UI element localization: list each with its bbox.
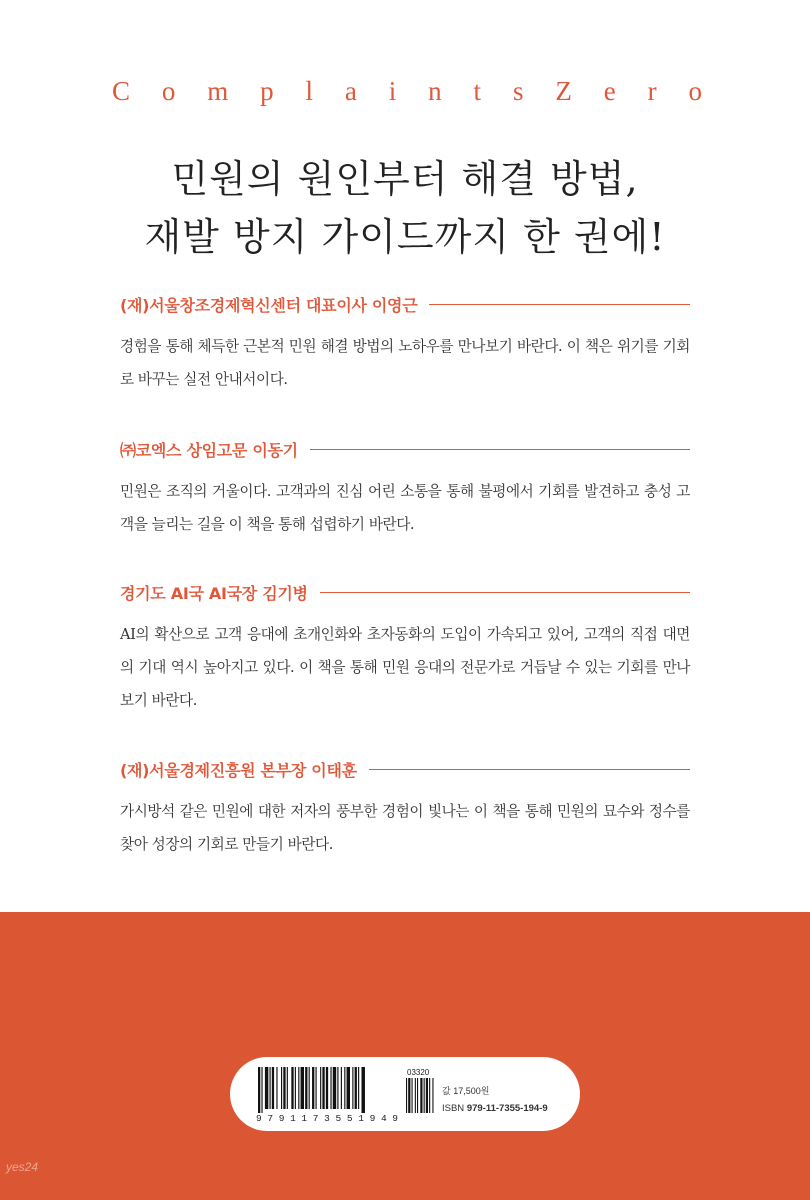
barcode-bar [312,1067,314,1109]
series-letter: l [305,76,314,106]
divider [310,449,690,450]
barcode-bar [283,1067,285,1109]
barcode-panel [230,1057,580,1131]
series-letter: t [473,76,482,106]
bottom-color-band [0,912,810,1200]
barcode-bar [258,1067,260,1113]
series-letter: e [603,76,616,106]
divider [429,304,690,305]
barcode-bar [309,1067,310,1109]
barcode-bar [362,1067,365,1113]
series-letter: m [207,76,229,106]
barcode-bar [322,1067,324,1109]
isbn-line [442,1103,548,1114]
addon-bar [420,1078,422,1113]
series-letter: o [688,76,702,106]
barcode-bar [344,1067,345,1109]
addon-bar [415,1078,416,1113]
addon-bar [429,1078,430,1113]
series-letter: r [647,76,657,106]
series-letter: n [428,76,442,106]
price-label: 값 17,500원 [442,1086,490,1096]
series-letter: Z [555,76,572,106]
barcode-bar [352,1067,353,1109]
addon-bar [424,1078,425,1113]
barcode-bar [298,1067,299,1109]
addon-bar [412,1078,413,1113]
recommendation-3 [120,580,690,717]
series-letter: i [388,76,397,106]
recommender-name: (재)서울경제진흥원 본부장 이태훈 [120,760,357,780]
barcode-bar [358,1067,359,1109]
headline [0,150,810,266]
barcode-bar [301,1067,304,1109]
barcode-digits: 9791173551949 [256,1113,398,1123]
barcode-bar [261,1067,262,1113]
recommendation-header [120,292,690,316]
addon-bar [417,1078,418,1113]
isbn-barcode [256,1067,436,1123]
barcode-bar [295,1067,296,1109]
barcode-bar [326,1067,328,1109]
isbn-label: ISBN [442,1103,465,1114]
recommendation-4 [120,757,690,861]
barcode-bar [355,1067,357,1109]
recommendation-text: 경험을 통해 체득한 근본적 민원 해결 방법의 노하우를 만나보기 바란다. 이 책은 위기를 기회로 바꾸는 실전 안내서이다. [120,338,690,388]
barcode-bar [291,1067,293,1109]
barcode-bar [270,1067,271,1109]
recommendation-1 [120,292,690,396]
price-info [442,1084,548,1114]
series-letter: s [512,76,524,106]
recommender-name: ㈜코엑스 상임고문 이동기 [120,440,298,460]
barcode-bar [287,1067,288,1109]
recommendation-header [120,437,690,461]
recommendation-text: 민원은 조직의 거울이다. 고객과의 진심 어린 소통을 통해 불평에서 기회를 발견하고 충성 고객을 늘리는 길을 이 책을 통해 섭렵하기 바란다. [120,483,690,533]
recommender-name: (재)서울창조경제혁신센터 대표이사 이영근 [120,295,418,315]
barcode-bar [320,1067,321,1109]
headline-line-2: 재발 방지 가이드까지 한 권에! [144,215,666,259]
addon-bar [406,1078,407,1113]
addon-bar [408,1078,410,1113]
barcode-bar [305,1067,307,1109]
barcode-bar [265,1067,268,1109]
headline-line-1: 민원의 원인부터 해결 방법, [171,157,639,201]
barcode-bar [347,1067,350,1109]
series-letter: C [112,76,131,106]
recommendation-header [120,757,690,781]
series-letter: o [161,76,176,106]
recommendation-text: 가시방석 같은 민원에 대한 저자의 풍부한 경험이 빛나는 이 책을 통해 민원의 묘수와 정수를 찾아 성장의 기회로 만들기 바란다. [120,803,690,853]
barcode-bar [281,1067,282,1109]
barcode-bar [316,1067,317,1109]
barcode-bar [330,1067,331,1109]
addon-bar [426,1078,428,1113]
addon-bar [432,1078,433,1113]
recommendation-2 [120,437,690,541]
divider [369,769,690,770]
barcode-bars [258,1067,365,1113]
recommendation-text: AI의 확산으로 고객 응대에 초개인화와 초자동화의 도입이 가속되고 있어, 고객의 직접 대면의 기대 역시 높아지고 있다. 이 책을 통해 민원 응대의 전문가로 거듭날 수 있는 기회를 만나보기 바란다. [120,626,690,709]
divider [320,592,690,593]
barcode-bar [337,1067,338,1109]
recommendation-header [120,580,690,604]
recommender-name: 경기도 AI국 AI국장 김기병 [120,583,308,603]
isbn-number: 979-11-7355-194-9 [466,1103,548,1114]
barcode-bar [341,1067,342,1109]
series-title [112,76,702,107]
addon-barcode-bars [406,1078,434,1113]
barcode-bar [272,1067,274,1109]
addon-digits: 03320 [407,1068,430,1077]
watermark-logo: yes24 [6,1160,39,1174]
series-letter: a [344,76,357,106]
barcode-bar [333,1067,336,1109]
series-letter: p [260,76,274,106]
barcode-bar [276,1067,277,1109]
